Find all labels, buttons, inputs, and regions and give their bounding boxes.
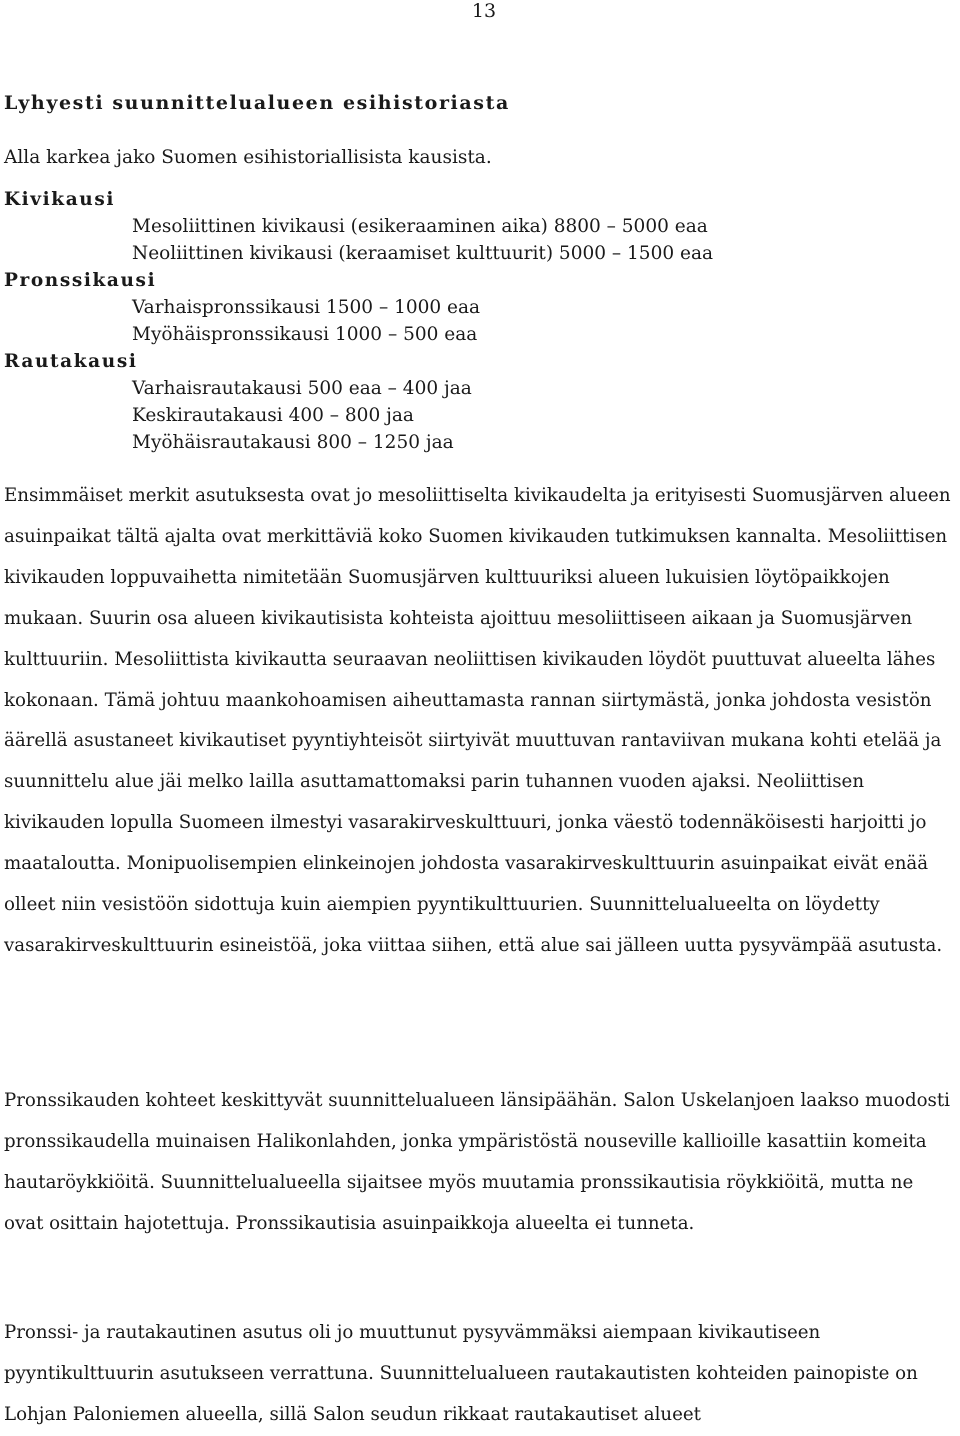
page-number: 13 bbox=[471, 0, 497, 22]
period-list bbox=[4, 186, 713, 456]
sub-period: Myöhäispronssikausi 1000 – 500 eaa bbox=[132, 324, 478, 345]
sub-period: Mesoliittinen kivikausi (esikeraaminen aika) 8800 – 5000 eaa bbox=[132, 216, 708, 237]
era-title-bronze-age: Pronssikausi bbox=[4, 270, 157, 291]
era-title-stone-age: Kivikausi bbox=[4, 189, 115, 210]
intro-text: Alla karkea jako Suomen esihistoriallisista kausista. bbox=[4, 147, 492, 168]
sub-period: Varhaispronssikausi 1500 – 1000 eaa bbox=[132, 297, 481, 318]
section-heading: Lyhyesti suunnittelualueen esihistoriasta bbox=[4, 92, 510, 114]
sub-period: Varhaisrautakausi 500 eaa – 400 jaa bbox=[132, 378, 472, 399]
sub-period: Neoliittinen kivikausi (keraamiset kulttuurit) 5000 – 1500 eaa bbox=[132, 243, 713, 264]
paragraph-bronze-age: Pronssikauden kohteet keskittyvät suunnittelualueen länsipäähän. Salon Uskelanjoen laakso muodosti pronssikaudella muinaisen Halikonlahden, jonka ympäristöstä nouseville kallioille kasattiin komeita hautaröykkiöitä. Suunnittelualueella sijaitsee myös muutamia pronssikautisia röykkiöitä, mutta ne ovat osittain hajotettuja. Pronssikautisia asuinpaikkoja alueelta ei tunneta. bbox=[4, 1090, 950, 1234]
paragraph-stone-age: Ensimmäiset merkit asutuksesta ovat jo mesoliittiselta kivikaudelta ja erityisesti Suomusjärven alueen asuinpaikat tältä ajalta ovat merkittäviä koko Suomen kivikauden tutkimuksen kannalta. Mesoliittisen kivikauden loppuvaihetta nimitetään Suomusjärven kulttuuriksi alueen lukuisien löytöpaikkojen mukaan. Suurin osa alueen kivikautisista kohteista ajoittuu mesoliittiseen aikaan ja Suomusjärven kulttuuriin. Mesoliittista kivikautta seuraavan neoliittisen kivikauden löydöt puuttuvat alueelta lähes kokonaan. Tämä johtuu maankohoamisen aiheuttamasta rannan siirtymästä, jonka johdosta vesistön äärellä asustaneet kivikautiset pyyntiyhteisöt siirtyivät muuttuvan rantaviivan mukana kohti etelää ja suunnittelu alue jäi melko lailla asuttamattomaksi parin tuhannen vuoden ajaksi. Neoliittisen kivikauden lopulla Suomeen ilmestyi vasarakirveskulttuuri, jonka väestö todennäköisesti harjoitti jo maataloutta. Monipuolisempien elinkeinojen johdosta vasarakirveskulttuurin asuinpaikat eivät enää olleet niin vesistöön sidottuja kuin aiempien pyyntikulttuurien. Suunnittelualueelta on löydetty vasarakirveskulttuurin esineistöä, joka viittaa siihen, että alue sai jälleen uutta pysyvämpää asutusta. bbox=[4, 485, 951, 956]
paragraph-iron-age: Pronssi- ja rautakautinen asutus oli jo muuttunut pysyvämmäksi aiempaan kivikautiseen pyyntikulttuurin asutukseen verrattuna. Suunnittelualueen rautakautisten kohteiden painopiste on Lohjan Paloniemen alueella, sillä Salon seudun rikkaat rautakautiset alueet bbox=[4, 1322, 918, 1425]
sub-period: Keskirautakausi 400 – 800 jaa bbox=[132, 405, 414, 426]
sub-period: Myöhäisrautakausi 800 – 1250 jaa bbox=[132, 432, 454, 453]
era-title-iron-age: Rautakausi bbox=[4, 351, 138, 372]
